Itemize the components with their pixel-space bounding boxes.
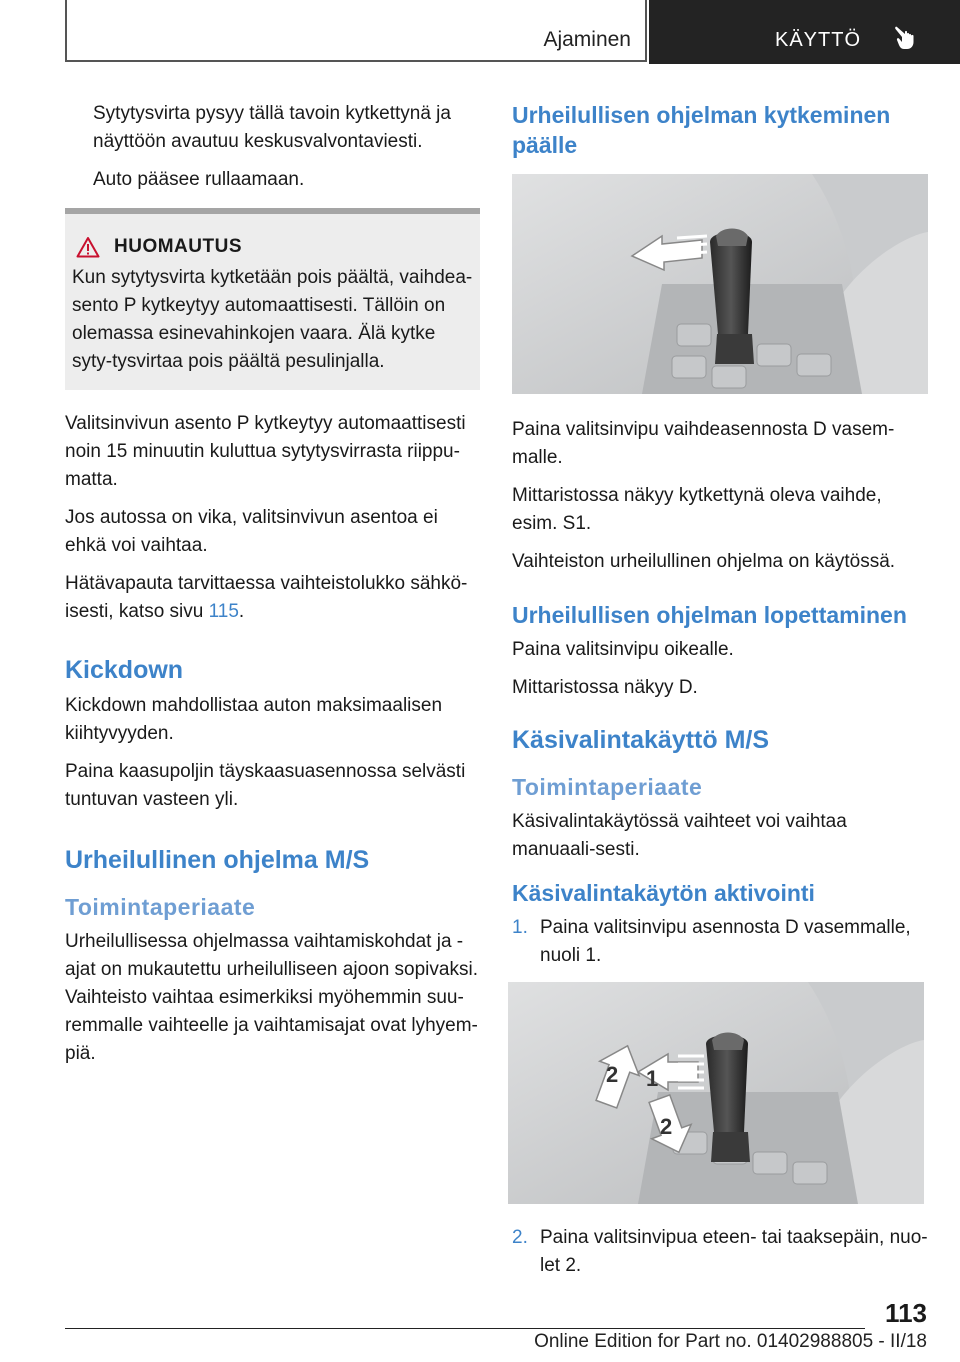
- activate-paragraph-2: Mittaristossa näkyy kytkettynä oleva vaihde, esim. S1.: [512, 485, 882, 534]
- step-1: [512, 914, 928, 970]
- notice-text: Kun sytytysvirta kytketään pois päältä, vaihdea-sento P kytkeytyy automaattisesti. Tällöin on olemassa esinevahinkojen vaara. Älä kytke syty-tysvirtaa pois päältä pesulinjalla.: [72, 267, 473, 372]
- activate-paragraph-1: Paina valitsinvipu vaihdeasennosta D vasem-malle.: [512, 419, 895, 468]
- sport-paragraph: Urheilullisessa ohjelmassa vaihtamiskohdat ja -ajat on mukautettu urheilulliseen ajoon sopivaksi. Vaihteisto vaihtaa esimerkiksi myöhemmin suu-remmalle vaihteelle ja vaihtamisajat ovat lyhyem-piä.: [65, 931, 478, 1064]
- kickdown-paragraph-2: Paina kaasupoljin täyskaasuasennossa selvästi tuntuvan vasteen yli.: [65, 761, 466, 810]
- step-2: [512, 1224, 928, 1280]
- step-2-text: Paina valitsinvipua eteen- tai taaksepäin, nuo-let 2.: [540, 1227, 928, 1276]
- footer-edition: Online Edition for Part no. 01402988805 - II/18: [534, 1331, 927, 1352]
- intro-paragraph-2: Auto pääsee rullaamaan.: [93, 169, 305, 190]
- sport-program-heading: Urheilullinen ohjelma M/S: [65, 846, 370, 874]
- kickdown-paragraph-1: Kickdown mahdollistaa auton maksimaalisen kiihtyvyyden.: [65, 695, 443, 744]
- fault-paragraph: Jos autossa on vika, valitsinvivun asentoa ei ehkä voi vaihtaa.: [65, 507, 438, 556]
- chapter-tab: [649, 0, 960, 64]
- hand-pointer-icon: [894, 24, 918, 50]
- gear-selector-photo-1: [512, 174, 928, 394]
- page-reference-link[interactable]: 115: [208, 601, 239, 622]
- end-paragraph-2: Mittaristossa näkyy D.: [512, 677, 698, 698]
- kickdown-heading: Kickdown: [65, 656, 184, 684]
- gear-selector-photo-2: [508, 982, 924, 1204]
- step-1-number: 1.: [512, 917, 528, 938]
- arrow-2-lower-label: 2: [660, 1114, 673, 1139]
- notice-header: [72, 236, 474, 258]
- manual-activation-heading: Käsivalintakäytön aktivointi: [512, 880, 815, 906]
- warning-triangle-icon: [76, 236, 100, 258]
- arrow-2-upper-label: 2: [606, 1062, 619, 1087]
- end-paragraph-1: Paina valitsinvipu oikealle.: [512, 639, 734, 660]
- emergency-text: Hätävapauta tarvittaessa vaihteistolukko sähkö-isesti, katso sivu: [65, 573, 468, 622]
- page-number: 113: [885, 1298, 927, 1328]
- section-tab: [65, 0, 647, 62]
- left-column: [65, 100, 480, 1078]
- arrow-1-label: 1: [646, 1066, 659, 1091]
- notice-title: HUOMAUTUS: [114, 236, 242, 257]
- manual-paragraph: Käsivalintakäytössä vaihteet voi vaihtaa manuaali-sesti.: [512, 811, 847, 860]
- end-sport-heading: Urheilullisen ohjelman lopettaminen: [512, 602, 907, 628]
- notice-box: [65, 208, 480, 390]
- activate-paragraph-3: Vaihteiston urheilullinen ohjelma on käytössä.: [512, 551, 896, 572]
- step-1-text: Paina valitsinvipu asennosta D vasemmalle, nuoli 1.: [540, 917, 911, 966]
- emergency-suffix: .: [238, 601, 245, 622]
- sport-principle-heading: Toimintaperiaate: [65, 894, 256, 920]
- intro-paragraph-1: Sytytysvirta pysyy tällä tavoin kytkettynä ja näyttöön avautuu keskusvalvontaviesti.: [93, 103, 451, 152]
- emergency-paragraph: [65, 570, 480, 626]
- manual-principle-heading: Toimintaperiaate: [512, 774, 703, 800]
- right-column: [512, 100, 928, 1288]
- selector-paragraph: Valitsinvivun asento P kytkeytyy automaattisesti noin 15 minuutin kuluttua sytytysvirrasta riippu-matta.: [65, 413, 466, 490]
- page-header: [65, 0, 960, 66]
- step-2-number: 2.: [512, 1227, 528, 1248]
- activate-sport-heading: Urheilullisen ohjelman kytkeminen päälle: [512, 102, 891, 158]
- footer-divider: [65, 1328, 865, 1329]
- chapter-tab-label: KÄYTTÖ: [775, 29, 862, 51]
- section-tab-label: Ajaminen: [543, 28, 631, 51]
- manual-mode-heading: Käsivalintakäyttö M/S: [512, 726, 770, 754]
